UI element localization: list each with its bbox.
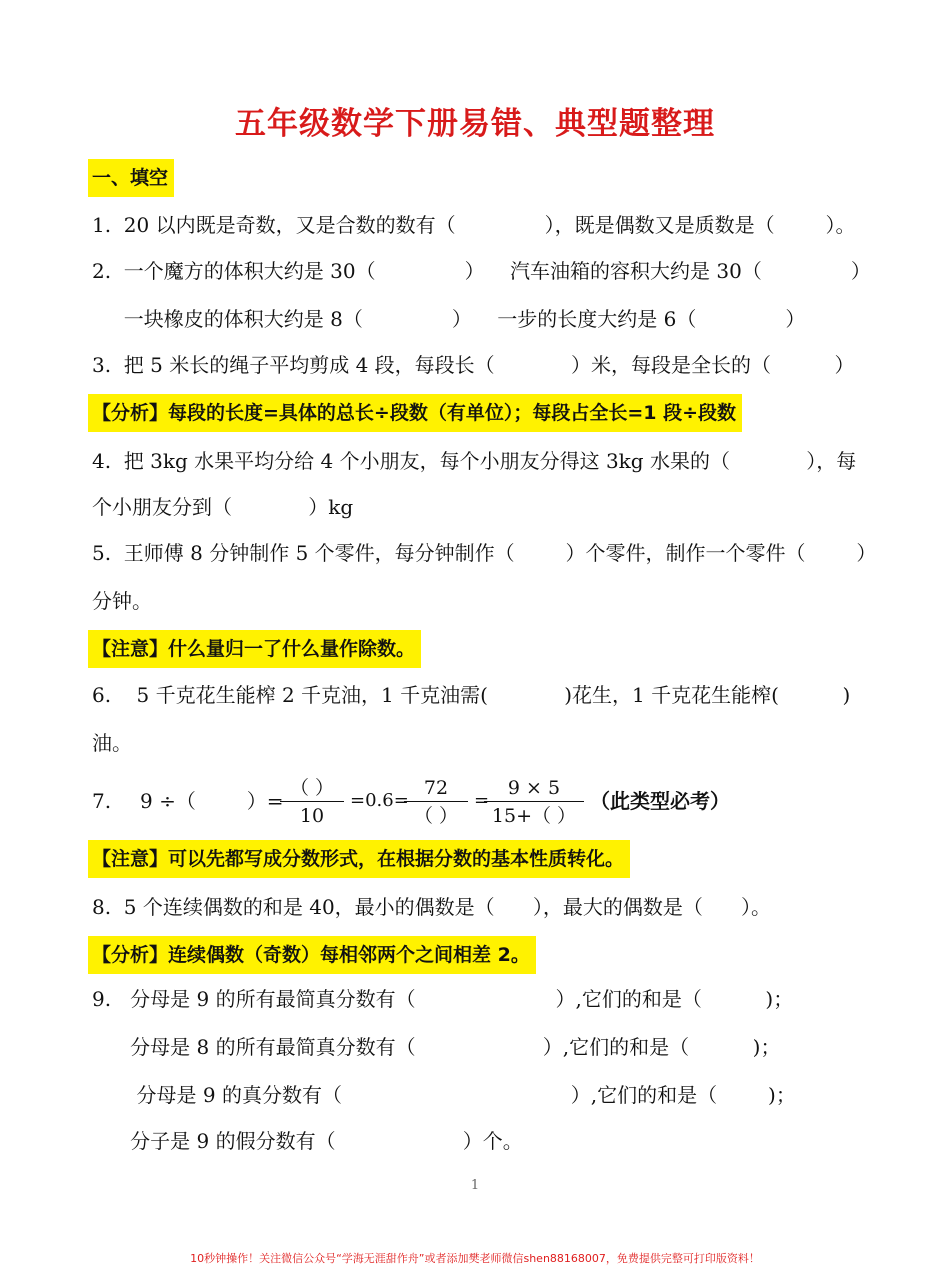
fraction-1-numerator: （ ） [280,776,344,802]
fraction-1-denominator: 10 [299,805,325,827]
analysis-note-1: 【分析】每段的长度=具体的总长÷段数（有单位）；每段占全长=1 段÷段数 [88,394,742,432]
question-9-line-2: 分母是 8 的所有最简真分数有（ ）,它们的和是（ )； [92,1035,781,1059]
section-heading: 一、填空 [88,159,174,197]
question-7-remark: （此类型必考） [590,789,730,813]
question-6-line-1: 6. 5 千克花生能榨 2 千克油，1 千克油需( )花生，1 千克花生能榨( ) [92,683,851,707]
question-6-line-2: 油。 [92,731,132,755]
question-5-line-1: 5. 王师傅 8 分钟制作 5 个零件，每分钟制作（ ）个零件，制作一个零件（ ） [92,541,877,565]
question-4-line-1: 4. 把 3kg 水果平均分给 4 个小朋友，每个小朋友分得这 3kg 水果的（ ），每 [92,449,857,473]
question-2-line-1: 2. 一个魔方的体积大约是 30（ ） 汽车油箱的容积大约是 30（ ） [92,259,871,283]
footer-notice: 10秒钟操作！关注微信公众号“学海无涯甜作舟”或者添加樊老师微信shen88168007，免费提供完整可打印版资料！ [190,1252,760,1265]
fraction-3-numerator: 9 × 5 [484,776,584,802]
question-3: 3. 把 5 米长的绳子平均剪成 4 段，每段长（ ）米，每段是全长的（ ） [92,353,855,377]
analysis-note-2: 【分析】连续偶数（奇数）每相邻两个之间相差 2。 [88,936,536,974]
fraction-2-denominator: （ ） [413,805,459,827]
question-2-line-2: 一块橡皮的体积大约是 8（ ） 一步的长度大约是 6（ ） [92,307,806,331]
question-9-line-3: 分母是 9 的真分数有（ ）,它们的和是（ )； [92,1083,796,1107]
fraction-2 [404,776,468,828]
question-7-lead: 9 ÷（ ）= [140,789,284,813]
question-9-line-1: 9. 分母是 9 的所有最简真分数有（ ）,它们的和是（ )； [92,987,794,1011]
page-title: 五年级数学下册易错、典型题整理 [235,106,715,142]
attention-note-2: 【注意】可以先都写成分数形式，在根据分数的基本性质转化。 [88,840,630,878]
question-5-line-2: 分钟。 [92,589,152,613]
question-7-number: 7. [92,789,112,813]
fraction-1 [280,776,344,828]
page-number: 1 [470,1178,480,1193]
question-1: 1. 20 以内既是奇数，又是合数的数有（ ），既是偶数又是质数是（ ）。 [92,213,856,237]
fraction-2-numerator: 72 [404,776,468,802]
attention-note-1: 【注意】什么量归一了什么量作除数。 [88,630,421,668]
question-7-equals: = [474,790,490,811]
question-4-line-2: 个小朋友分到（ ）kg [92,495,354,519]
question-7-mid: =0.6= [350,790,409,811]
question-8: 8. 5 个连续偶数的和是 40，最小的偶数是（ ），最大的偶数是（ ）。 [92,895,771,919]
fraction-3-denominator: 15+（ ） [491,805,577,827]
question-9-line-4: 分子是 9 的假分数有（ ）个。 [92,1129,523,1153]
fraction-3 [484,776,584,828]
